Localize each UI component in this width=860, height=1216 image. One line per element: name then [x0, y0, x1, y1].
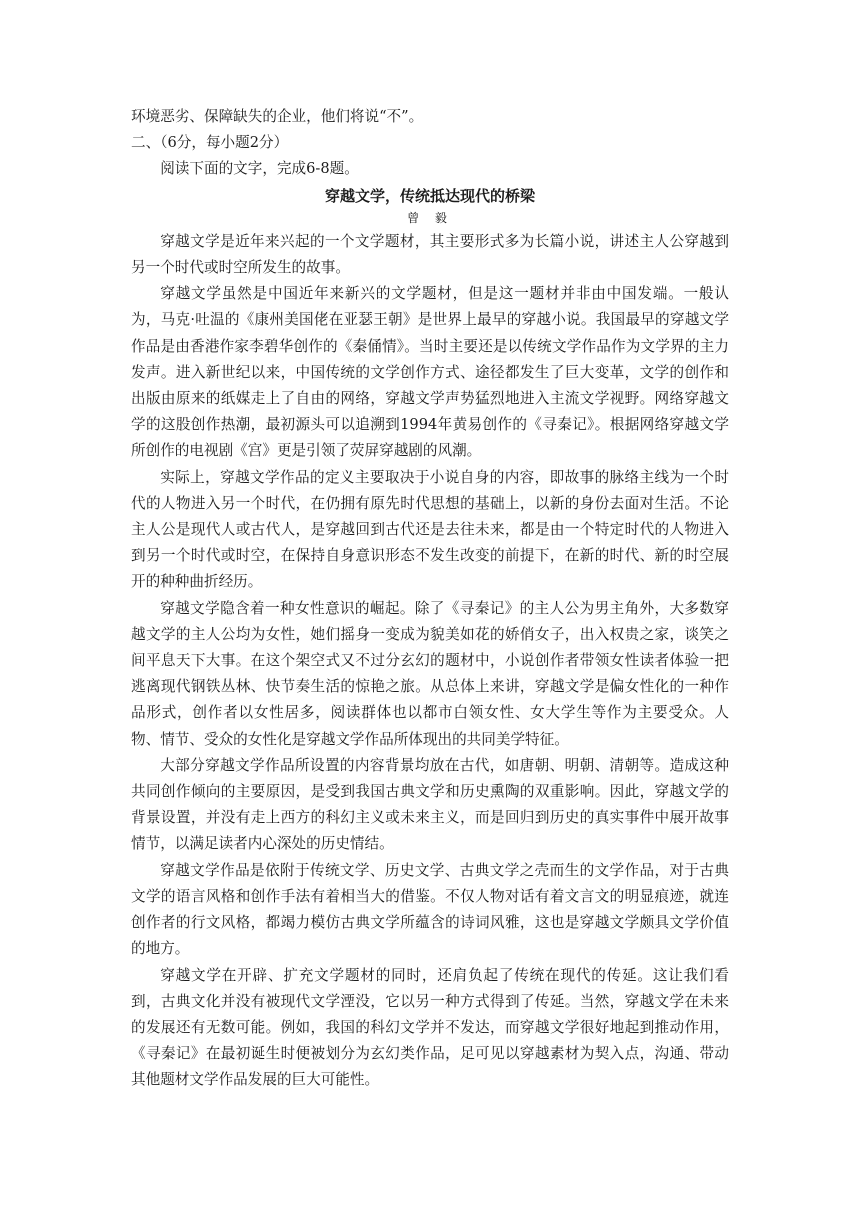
article-paragraph-2: 穿越文学虽然是中国近年来新兴的文学题材，但是这一题材并非由中国发端。一般认为，马克·吐温的《康州美国佬在亚瑟王朝》是世界上最早的穿越小说。我国最早的穿越文学作品是由香港作家李碧华创作的《秦俑情》。当时主要还是以传统文学作品作为文学界的主力发声。进入新世纪以来，中国传统的文学创作方式、途径都发生了巨大变革，文学的创作和出版由原来的纸媒走上了自由的网络，穿越文学声势猛烈地进入主流文学视野。网络穿越文学的这股创作热潮，最初源头可以追溯到1994年黄易创作的《寻秦记》。根据网络穿越文学所创作的电视剧《宫》更是引领了荧屏穿越剧的风潮。 [131, 285, 729, 460]
article-paragraph-6: 穿越文学作品是依附于传统文学、历史文学、古典文学之壳而生的文学作品，对于古典文学的语言风格和创作手法有着相当大的借鉴。不仅人物对话有着文言文的明显痕迹，就连创作者的行文风格，都竭力模仿古典文学所蕴含的诗词风雅，这也是穿越文学颇具文学价值的地方。 [131, 861, 729, 958]
article-author: 曾 毅 [407, 210, 453, 225]
section-header: 二、（6分，每小题2分） [131, 134, 289, 152]
article-title: 穿越文学，传统抵达现代的桥梁 [324, 186, 535, 205]
article-paragraph-4: 穿越文学隐含着一种女性意识的崛起。除了《寻秦记》的主人公为男主角外，大多数穿越文学的主人公均为女性，她们摇身一变成为貌美如花的娇俏女子，出入权贵之家，谈笑之间平息天下大事。在这个架空式又不过分玄幻的题材中，小说创作者带领女性读者体验一把逃离现代钢铁丛林、快节奏生活的惊艳之旅。从总体上来讲，穿越文学是偏女性化的一种作品形式，创作者以女性居多，阅读群体也以都市白领女性、女大学生等作为主要受众。人物、情节、受众的女性化是穿越文学作品所体现出的共同美学特征。 [131, 599, 729, 748]
document-page [131, 104, 729, 1094]
article-paragraph-1: 穿越文学是近年来兴起的一个文学题材，其主要形式多为长篇小说，讲述主人公穿越到另一个时代或时空所发生的故事。 [131, 232, 729, 277]
previous-text-line: 环境恶劣、保障缺失的企业，他们将说“不”。 [131, 108, 424, 125]
article-paragraph-3: 实际上，穿越文学作品的定义主要取决于小说自身的内容，即故事的脉络主线为一个时代的人物进入另一个时代，在仍拥有原先时代思想的基础上，以新的身份去面对生活。不论主人公是现代人或古代人，是穿越回到古代还是去往未来，都是由一个特定时代的人物进入到另一个时代或时空，在保持自身意识形态不发生改变的前提下，在新的时代、新的时空展开的种种曲折经历。 [131, 468, 729, 591]
instruction-text: 阅读下面的文字，完成6-8题。 [160, 160, 359, 178]
article-paragraph-5: 大部分穿越文学作品所设置的内容背景均放在古代，如唐朝、明朝、清朝等。造成这种共同创作倾向的主要原因，是受到我国古典文学和历史熏陶的双重影响。因此，穿越文学的背景设置，并没有走上西方的科幻主义或未来主义，而是回归到历史的真实事件中展开故事情节，以满足读者内心深处的历史情结。 [131, 756, 729, 853]
article-paragraph-7: 穿越文学在开辟、扩充文学题材的同时，还肩负起了传统在现代的传延。这让我们看到，古典文化并没有被现代文学湮没，它以另一种方式得到了传延。当然，穿越文学在未来的发展还有无数可能。例如，我国的科幻文学并不发达，而穿越文学很好地起到推动作用，《寻秦记》在最初诞生时便被划分为玄幻类作品，足可见以穿越素材为契入点，沟通、带动其他题材文学作品发展的巨大可能性。 [131, 966, 729, 1089]
